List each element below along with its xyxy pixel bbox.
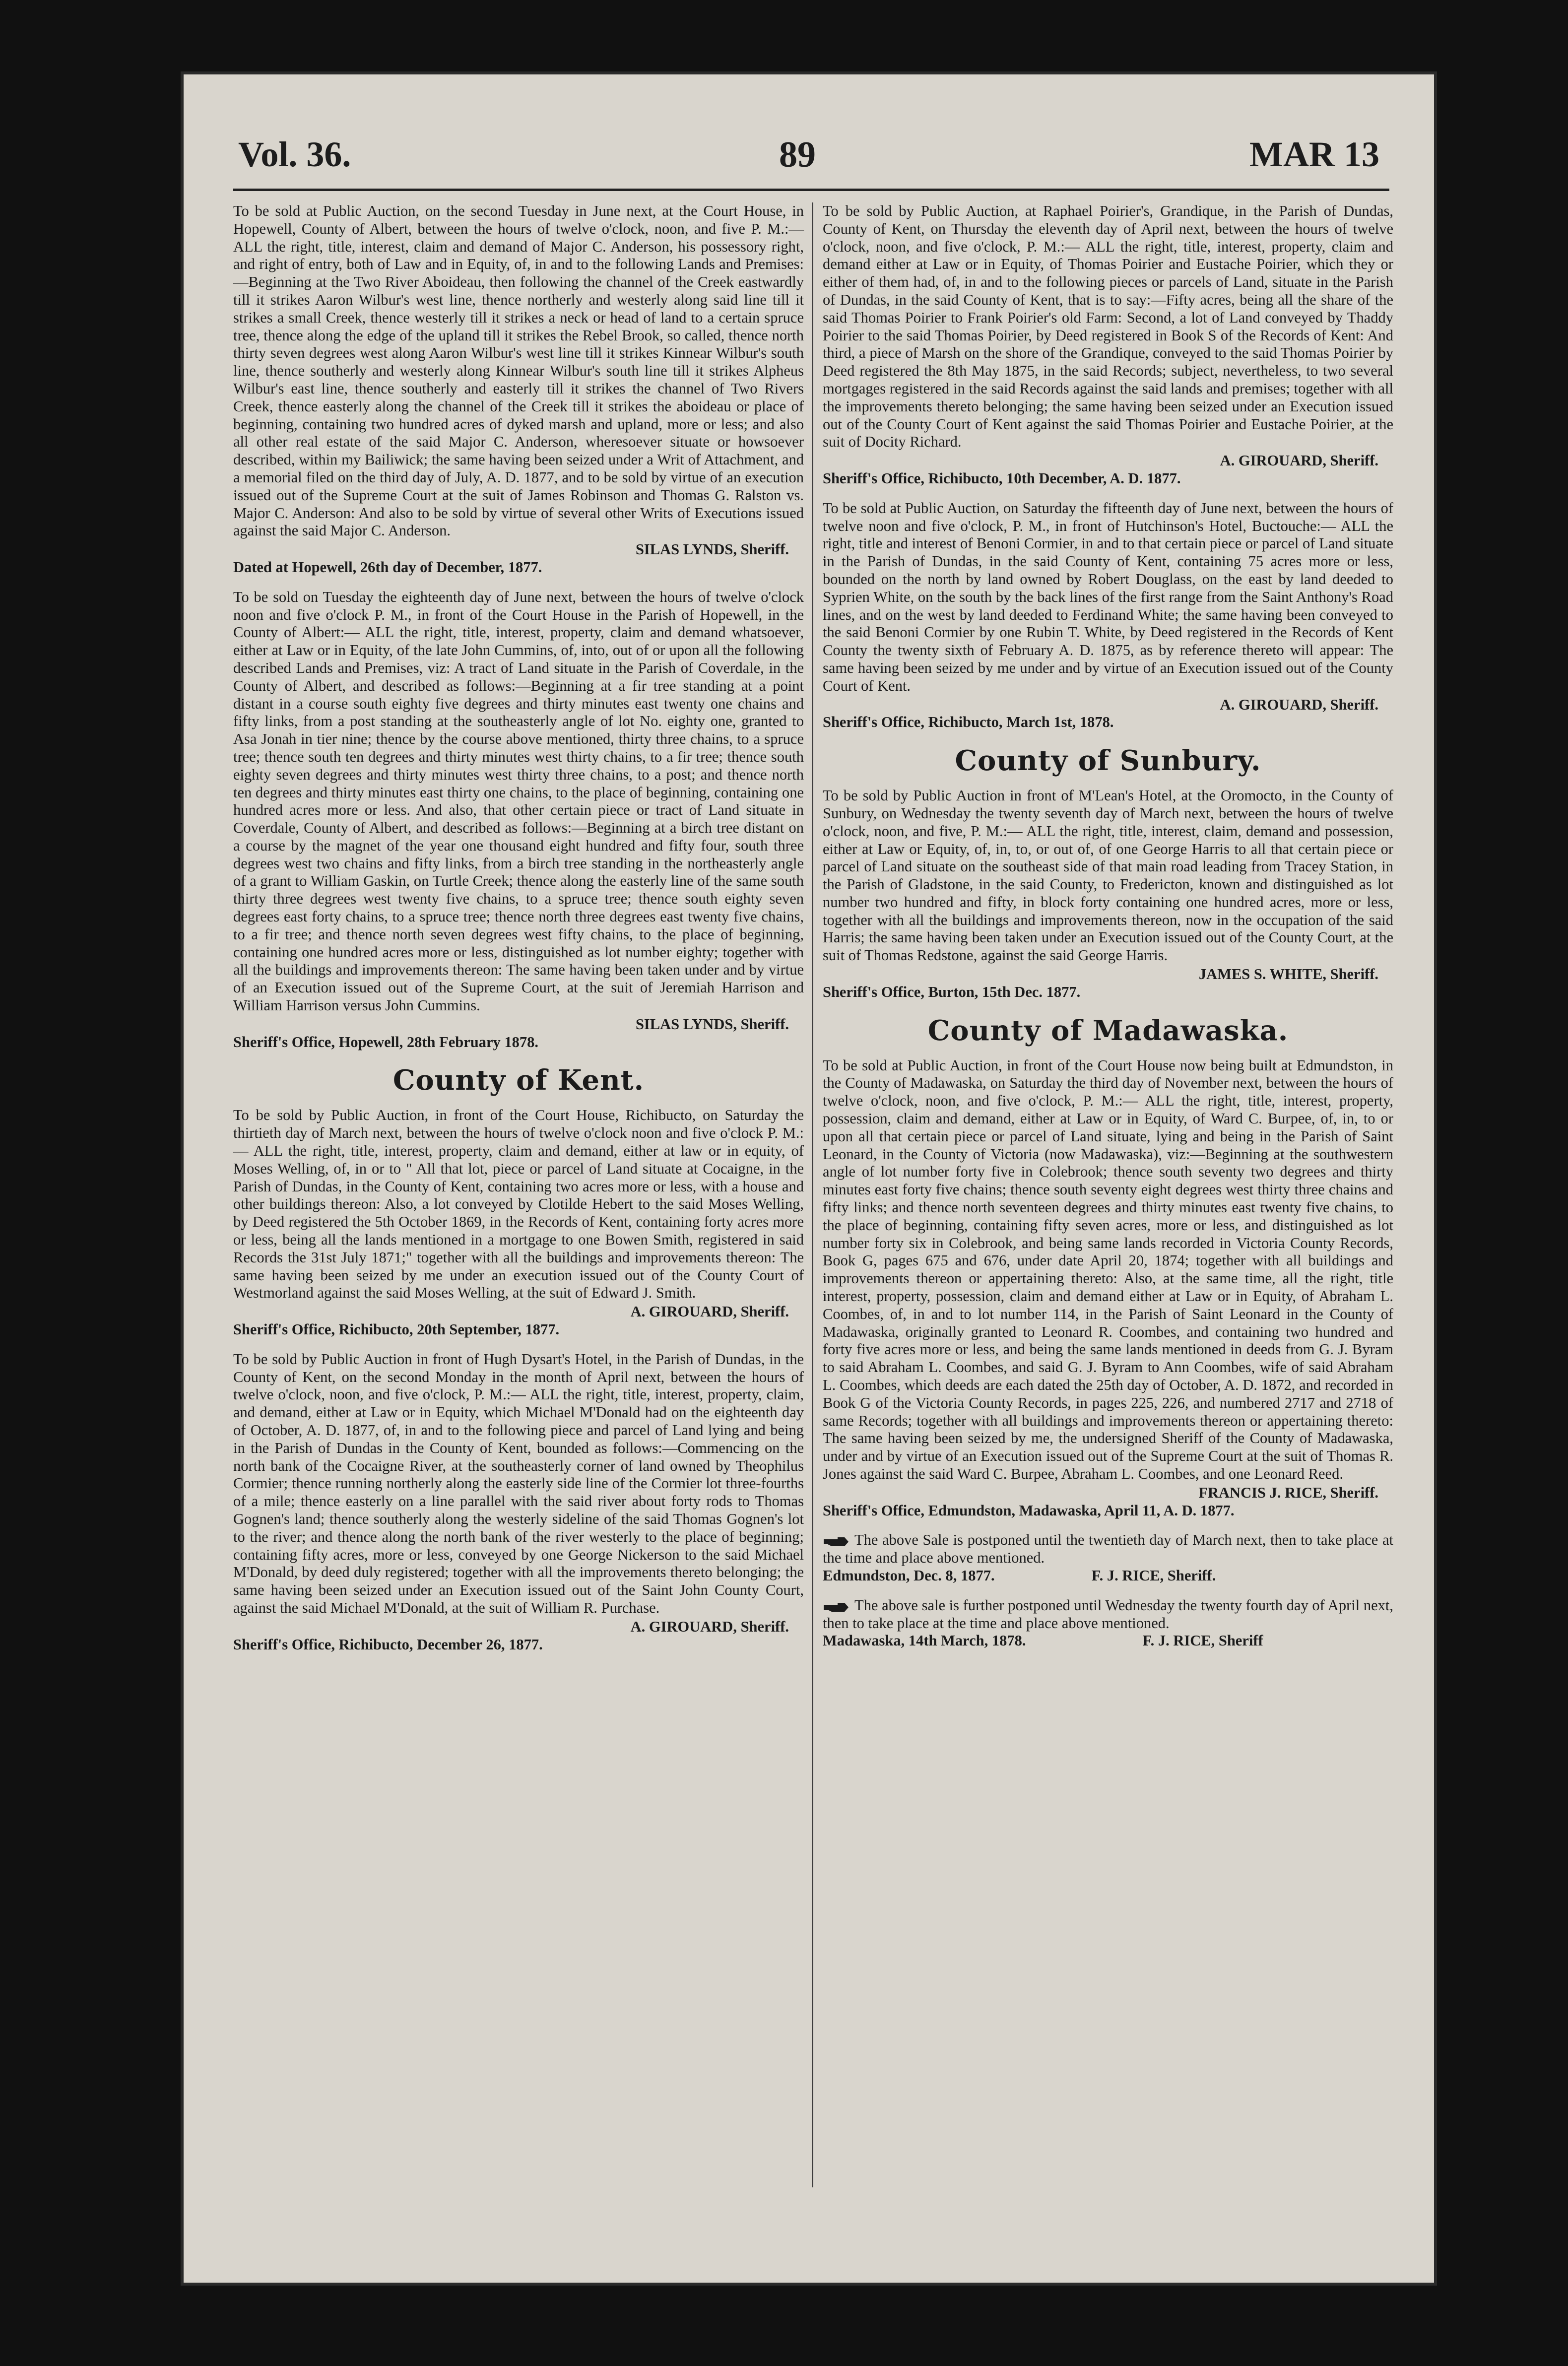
notice-signature: A. GIROUARD, Sheriff. [630, 1618, 789, 1635]
postponement-text: The above Sale is postponed until the twentieth day of March next, then to take place at the time and place above mentioned. [823, 1531, 1393, 1567]
column-divider [812, 202, 813, 2187]
postponement-place-signature [823, 1567, 1393, 1585]
notice-mdonald [233, 1351, 804, 1654]
notice-cummins [233, 589, 804, 1052]
notice-place-date: Sheriff's Office, Hopewell, 28th February 1878. [233, 1033, 538, 1051]
volume-label: Vol. 36. [238, 134, 351, 174]
issue-date: MAR 13 [1249, 134, 1379, 174]
postponement-text: The above sale is further postponed until Wednesday the twenty fourth day of April next, then to take place at the time and place above mentioned. [823, 1596, 1393, 1632]
notice-signature: FRANCIS J. RICE, Sheriff. [1198, 1484, 1378, 1501]
pointing-hand-icon [823, 1535, 849, 1548]
notice-place-date: Dated at Hopewell, 26th day of December, 1877. [233, 558, 542, 576]
county-heading: County of Sunbury. [955, 744, 1261, 778]
notice-place-date: Sheriff's Office, Richibucto, 10th December, A. D. 1877. [823, 469, 1181, 487]
notice-text: To be sold on Tuesday the eighteenth day of June next, between the hours of twelve o'clock noon and five o'clock P. M., in front of the Court House in the Parish of Hopewell, in the County of Albert:— ALL the right, title, interest, property, claim and demand whatsoever, either at Law or in Equity, of the late John Cummins, of, into, out of or upon all the following described Lands and Premises, viz: A tract of Land situate in the Parish of Coverdale, in the County of Albert, and described as follows:—Beginning at a fir tree standing at a point distant in a course south eighty five degrees and thirty minutes east twenty one chains and fifty links, from a post standing at the southeasterly angle of lot No. eighty one, granted to Asa Jonah in tier nine; thence by the course above mentioned, thirty three chains, to a spruce tree; thence south ten degrees and thirty minutes west thirty chains, to a fir tree; thence south eighty seven degrees and thirty minutes west thirty three chains, to a post; and thence north ten degrees and thirty minutes east thirty one chains, to the place of beginning, containing one hundred acres more or less. And also, that other certain piece or tract of Land situate in Coverdale, County of Albert, and described as follows:—Beginning at a birch tree distant on a course by the magnet of the year one thousand eight hundred and fifty four, south three degrees west two chains and fifty links, from a birch tree standing in the northeasterly angle of a grant to William Gaskin, on Turtle Creek; thence along the easterly line of the same south thirty three degrees west twenty five chains, to a spruce tree; thence south eighty seven degrees east forty chains, to a spruce tree; thence north three degrees east twenty five chains, to a fir tree; and thence north seven degrees west fifty chains, to the place of beginning, containing one hundred acres more or less, distinguished as lot number eighty; together with all the buildings and improvements thereon: The same having been taken under and by virtue of an Execution issued out of the Supreme Court, at the suit of Jeremiah Harrison and William Harrison versus John Cummins. [233, 588, 804, 1014]
postponement-place-signature [823, 1632, 1393, 1650]
postponement-place: Edmundston, Dec. 8, 1877. [823, 1567, 995, 1584]
notice-place-date: Sheriff's Office, Richibucto, March 1st, 1878. [823, 714, 1114, 731]
postponement-signature: F. J. RICE, Sheriff [1142, 1632, 1263, 1649]
postponement-notice [823, 1531, 1393, 1584]
pointing-hand-icon [823, 1600, 849, 1613]
notice-place-date: Sheriff's Office, Burton, 15th Dec. 1877. [823, 983, 1081, 1000]
notice-place-date: Sheriff's Office, Edmundston, Madawaska, April 11, A. D. 1877. [823, 1502, 1235, 1519]
notice-burpee [823, 1057, 1393, 1520]
notice-cormier [823, 500, 1393, 731]
header-rule [233, 189, 1389, 191]
county-heading: County of Madawaska. [927, 1014, 1289, 1047]
gazette-page [184, 74, 1434, 2283]
notice-welling [233, 1107, 804, 1338]
notice-anderson [233, 202, 804, 577]
notice-signature: JAMES S. WHITE, Sheriff. [1198, 966, 1378, 983]
notice-place-date: Sheriff's Office, Richibucto, December 26, 1877. [233, 1636, 543, 1653]
notice-harris [823, 787, 1393, 1001]
notice-signature: SILAS LYNDS, Sheriff. [635, 541, 789, 558]
notice-signature: A. GIROUARD, Sheriff. [630, 1303, 789, 1320]
notice-signature: SILAS LYNDS, Sheriff. [635, 1015, 789, 1033]
notice-text: To be sold at Public Auction, in front of the Court House now being built at Edmundston, in the County of Madawaska, on Saturday the third day of November next, between the hours of twelve o'clock, noon, and five o'clock, P. M.:— ALL the right, title, interest, property, possession, claim and demand, either at Law or in Equity, of Ward C. Burpee, of, in, to or upon all that certain piece or parcel of Land situate, lying and being in the Parish of Saint Leonard, in the County of Victoria (now Madawaska), viz:—Beginning at the southwestern angle of lot number forty five in Colebrook; thence south seventy two degrees and thirty minutes east forty five chains; thence south seventy eight degrees west thirty three chains and fifty links; and thence north seventeen degrees and thirty minutes east twenty five chains, to the place of beginning, containing fifty seven acres, more or less, and distinguished as lot number forty six in Colebrook, and being same lands recorded in Victoria County Records, Book G, pages 675 and 676, under date April 20, 1874; together with all buildings and improvements thereon or appertaining thereto: Also, at the same time, all the right, title interest, property, possession, claim and demand either at Law or in Equity, of Abraham L. Coombes, of, in and to lot number 114, in the Parish of Saint Leonard in the County of Madawaska, originally granted to Leonard R. Coombes, and containing two hundred and forty five acres more or less, and being the same lands mentioned in deeds from G. J. Byram to said Abraham L. Coombes, and said G. J. Byram to Ann Coombes, wife of said Abraham L. Coombes, which deeds are each dated the 25th day of October, A. D. 1872, and recorded in Book G of the Victoria County Records, in pages 225, 226, and numbered 2717 and 2718 of same Records; together with all buildings and improvements thereon or appertaining thereto: The same having been seized by me, the undersigned Sheriff of the County of Madawaska, under and by virtue of an Execution issued out of the Supreme Court at the suit of Thomas R. Jones against the said Ward C. Burpee, Abraham L. Coombes, and one Leonard Reed. [823, 1056, 1393, 1482]
notice-text: To be sold by Public Auction, at Raphael Poirier's, Grandique, in the Parish of Dundas, County of Kent, on Thursday the eleventh day of April next, between the hours of twelve o'clock, noon, and five o'clock, P. M.:— ALL the right, title, interest, property, claim and demand either at Law or in Equity, of Thomas Poirier and Eustache Poirier, which they or either of them had, of, in and to the following pieces or parcels of Land, situate in the Parish of Dundas, in the said County of Kent, that is to say:—Fifty acres, being all the share of the said Thomas Poirier to Frank Poirier's old Farm: Second, a lot of Land conveyed by Thaddy Poirier to the said Thomas Poirier, by Deed registered in Book S of the Records of Kent: And third, a piece of Marsh on the shore of the Grandique, conveyed to the said Thomas Poirier by Deed registered the 8th May 1875, in the said Records; subject, nevertheless, to two several mortgages registered in the said Records against the said lands and premises; together with all the improvements thereto belonging; the same having been seized under an Execution issued out of the County Court of Kent against the said Thomas Poirier and Eustache Poirier, at the suit of Docity Richard. [823, 202, 1393, 451]
right-column [823, 202, 1393, 1662]
notice-text: To be sold by Public Auction in front of Hugh Dysart's Hotel, in the Parish of Dundas, in the County of Kent, on the second Monday in the month of April next, between the hours of twelve o'clock, noon, and five o'clock, P. M.:— ALL the right, title, interest, property, claim, and demand, either at Law or in Equity, which Michael M'Donald had on the eighteenth day of October, A. D. 1877, of, in and to the following piece and parcel of Land lying and being in the Parish of Dundas in the County of Kent, bounded as follows:—Commencing on the north bank of the Cocaigne River, at the southeasterly corner of land owned by Theophilus Cormier; thence running northerly along the easterly side line of the Cormier lot three-fourths of a mile; thence easterly on a line parallel with the said river about forty rods to Thomas Gognen's land; thence southerly along the westerly sideline of the said Thomas Gognen's lot to the river; and thence along the north bank of the river westerly to the place of beginning; containing fifty acres, more or less, conveyed by one George Nickerson to the said Michael M'Donald, by deed duly registered; together with all the improvements thereto belonging; the same having been seized under an Execution issued out of the Saint John County Court, against the said Michael M'Donald, at the suit of William R. Purchase. [233, 1350, 804, 1616]
notice-signature: A. GIROUARD, Sheriff. [1220, 696, 1378, 713]
left-column [233, 202, 804, 1665]
notice-place-date: Sheriff's Office, Richibucto, 20th September, 1877. [233, 1321, 560, 1338]
further-postponement-notice [823, 1597, 1393, 1650]
county-heading: County of Kent. [392, 1064, 645, 1097]
notice-poirier [823, 202, 1393, 488]
notice-text: To be sold at Public Auction, on the second Tuesday in June next, at the Court House, in Hopewell, County of Albert, between the hours of twelve o'clock, noon, and five P. M.:— ALL the right, title, interest, claim and demand of Major C. Anderson, his possessory right, and right of entry, both of Law and in Equity, of, in and to the following Lands and Premises:—Beginning at the Two River Aboideau, then following the channel of the Creek eastwardly till it strikes Aaron Wilbur's west line, thence northerly and westerly along said line till it strikes a small Creek, thence westerly till it strikes a neck or head of land to a certain spruce tree, thence along the edge of the upland till it strikes the Rebel Brook, so called, thence north thirty seven degrees west along Aaron Wilbur's west line till it strikes Kinnear Wilbur's south line, thence southerly and westerly along Kinnear Wilbur's south line till it strikes Alpheus Wilbur's east line, thence southerly and easterly till it strikes the channel of Two Rivers Creek, thence easterly along the channel of the Creek till it strikes the aboideau or place of beginning, containing two hundred acres of dyked marsh and upland, more or less; and also all other real estate of the said Major C. Anderson, wheresoever situate or howsoever described, within my Bailiwick; the same having been seized under a Writ of Attachment, and a memorial filed on the third day of July, A. D. 1877, and to be sold by virtue of an execution issued out of the Supreme Court at the suit of James Robinson and Thomas G. Ralston vs. Major C. Anderson: And also to be sold by virtue of several other Writs of Executions issued against the said Major C. Anderson. [233, 202, 804, 539]
postponement-place: Madawaska, 14th March, 1878. [823, 1632, 1026, 1649]
postponement-signature: F. J. RICE, Sheriff. [1091, 1567, 1216, 1584]
page-number: 89 [779, 134, 816, 175]
notice-signature: A. GIROUARD, Sheriff. [1220, 452, 1378, 469]
notice-text: To be sold at Public Auction, on Saturday the fifteenth day of June next, between the hours of twelve noon and five o'clock, P. M., in front of Hutchinson's Hotel, Buctouche:— ALL the right, title and interest of Benoni Cormier, in and to that certain piece or parcel of Land situate in the Parish of Dundas, in the said County of Kent, containing 75 acres more or less, bounded on the north by land owned by Robert Douglass, on the east by land deeded to Syprien White, on the south by the back lines of the first range from the Saint Anthony's Road lines, and on the west by land deeded to Ferdinand White; the same having been conveyed to the said Benoni Cormier by one Rubin T. White, by Deed registered in the Records of Kent County the twenty sixth of February A. D. 1875, as by reference thereto will appear: The same having been seized by me under and by virtue of an Execution issued out of the County Court of Kent. [823, 499, 1393, 694]
notice-text: To be sold by Public Auction in front of M'Lean's Hotel, at the Oromocto, in the County of Sunbury, on Wednesday the twenty seventh day of March next, between the hours of twelve o'clock, noon, and five, P. M.:— ALL the right, title, interest, claim, demand and possession, either at Law or Equity, of, in, to, or out of, of one George Harris to all that certain piece or parcel of Land situate on the southeast side of that main road leading from Tracey Station, in the Parish of Gladstone, in the said County, to Fredericton, known and distinguished as lot number two hundred and fifty, in block forty containing one hundred acres, more or less, together with all the buildings and improvements thereon, now in the occupation of the said Harris; the same having been taken under an Execution issued out of the County Court, at the suit of Thomas Redstone, against the said George Harris. [823, 787, 1393, 964]
notice-text: To be sold by Public Auction, in front of the Court House, Richibucto, on Saturday the thirtieth day of March next, between the hours of twelve o'clock noon and five o'clock P. M.:— ALL the right, title, interest, property, claim and demand, either at law or in equity, of Moses Welling, of, in or to " All that lot, piece or parcel of Land situate at Cocaigne, in the Parish of Dundas, in the County of Kent, containing two acres more or less, with a house and other buildings thereon: Also, a lot conveyed by Clotilde Hebert to the said Moses Welling, by Deed registered the 5th October 1869, in the Records of Kent, containing forty acres more or less, being all the lands mentioned in a mortgage to one Bowen Smith, registered in said Records the 31st July 1871;" together with all the buildings and improvements thereon: The same having been seized by me under an execution issued out of the County Court of Westmorland against the said Moses Welling, at the suit of Edward J. Smith. [233, 1107, 804, 1302]
